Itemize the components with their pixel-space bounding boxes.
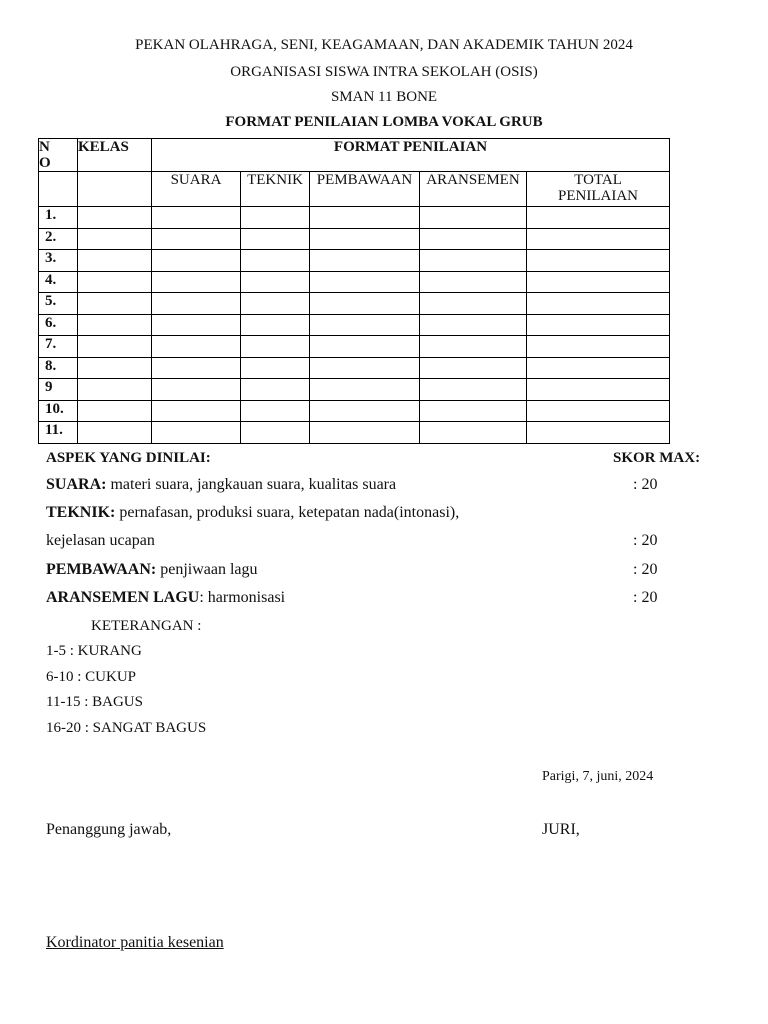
score-cell [241, 314, 310, 336]
row-number: 6. [39, 314, 78, 336]
score-cell [241, 293, 310, 315]
jury-label: JURI, [542, 821, 580, 838]
aspect-pembawaan-desc: penjiwaan lagu [156, 561, 258, 578]
score-cell [420, 293, 527, 315]
score-cell [241, 228, 310, 250]
table-row [39, 314, 670, 336]
aspect-aransemen-desc: : harmonisasi [199, 589, 286, 606]
score-cell [78, 336, 152, 358]
row-number: 1. [39, 207, 78, 229]
no-header-line2: O [39, 155, 51, 171]
score-cell [152, 400, 241, 422]
table-row [39, 228, 670, 250]
score-cell [241, 379, 310, 401]
table-row [39, 379, 670, 401]
score-cell [420, 314, 527, 336]
aspect-teknik-score: : 20 [633, 532, 658, 549]
school-name: SMAN 11 BONE [330, 89, 438, 105]
score-cell [527, 336, 670, 358]
no-header-line1: N [39, 139, 50, 155]
score-cell [152, 336, 241, 358]
score-cell [241, 422, 310, 444]
keterangan-item: 16-20 : SANGAT BAGUS [46, 720, 207, 736]
keterangan-item: 11-15 : BAGUS [46, 694, 143, 710]
organization-name: ORGANISASI SISWA INTRA SEKOLAH (OSIS) [230, 64, 538, 80]
event-title: PEKAN OLAHRAGA, SENI, KEAGAMAAN, DAN AKADEMIK TAHUN 2024 [135, 37, 633, 53]
kelas-column-header: KELAS [78, 139, 152, 172]
score-cell [310, 336, 420, 358]
keterangan-item: 1-5 : KURANG [46, 643, 142, 659]
subheader-pembawaan: PEMBAWAAN [310, 172, 420, 207]
row-number: 2. [39, 228, 78, 250]
score-cell [241, 271, 310, 293]
subheader-suara: SUARA [152, 172, 241, 207]
scoring-table [38, 138, 670, 444]
score-cell [420, 400, 527, 422]
table-row [39, 207, 670, 229]
score-cell [78, 357, 152, 379]
table-header-row [39, 139, 670, 172]
score-cell [420, 271, 527, 293]
score-cell [241, 250, 310, 272]
aspect-teknik-desc2: kejelasan ucapan [46, 532, 155, 549]
score-cell [152, 207, 241, 229]
max-score-heading: SKOR MAX: [613, 450, 701, 466]
subheader-aransemen: ARANSEMEN [420, 172, 527, 207]
keterangan-title: KETERANGAN : [91, 618, 202, 634]
table-row [39, 250, 670, 272]
table-row [39, 271, 670, 293]
row-number: 11. [39, 422, 78, 444]
no-column-header [39, 139, 78, 172]
aspect-suara-desc: materi suara, jangkauan suara, kualitas suara [106, 476, 397, 493]
aspect-suara [46, 476, 396, 494]
score-cell [310, 314, 420, 336]
aspect-suara-score: : 20 [633, 476, 658, 493]
score-cell [152, 422, 241, 444]
score-cell [78, 422, 152, 444]
score-cell [527, 293, 670, 315]
score-cell [310, 271, 420, 293]
table-row [39, 400, 670, 422]
score-cell [310, 422, 420, 444]
table-row [39, 357, 670, 379]
score-cell [527, 379, 670, 401]
responsible-label: Penanggung jawab, [46, 821, 172, 838]
score-cell [527, 357, 670, 379]
score-cell [241, 357, 310, 379]
aspect-pembawaan-score: : 20 [633, 561, 658, 578]
score-cell [78, 207, 152, 229]
row-number: 4. [39, 271, 78, 293]
score-cell [78, 314, 152, 336]
score-cell [420, 422, 527, 444]
score-cell [527, 271, 670, 293]
format-penilaian-header: FORMAT PENILAIAN [152, 139, 670, 172]
score-cell [241, 336, 310, 358]
score-cell [310, 207, 420, 229]
aspect-aransemen-label: ARANSEMEN LAGU [46, 589, 200, 606]
score-cell [527, 250, 670, 272]
score-cell [420, 207, 527, 229]
score-cell [310, 250, 420, 272]
score-cell [78, 228, 152, 250]
aspect-aransemen-score: : 20 [633, 589, 658, 606]
score-cell [420, 250, 527, 272]
subheader-total-penilaian: TOTAL PENILAIAN [527, 172, 670, 207]
aspect-teknik-label: TEKNIK: [46, 504, 116, 521]
aspect-suara-label: SUARA: [46, 476, 107, 493]
row-number: 10. [39, 400, 78, 422]
score-cell [420, 357, 527, 379]
signature-date: Parigi, 7, juni, 2024 [542, 769, 654, 784]
aspect-pembawaan [46, 561, 258, 579]
score-cell [78, 400, 152, 422]
score-cell [420, 379, 527, 401]
form-title: FORMAT PENILAIAN LOMBA VOKAL GRUB [225, 114, 543, 130]
aspect-pembawaan-label: PEMBAWAAN: [46, 561, 157, 578]
score-cell [310, 400, 420, 422]
table-row [39, 336, 670, 358]
score-cell [527, 314, 670, 336]
score-cell [420, 228, 527, 250]
score-cell [152, 379, 241, 401]
score-cell [241, 400, 310, 422]
score-cell [152, 314, 241, 336]
aspects-heading: ASPEK YANG DINILAI: [46, 450, 211, 466]
score-cell [527, 228, 670, 250]
coordinator-label: Kordinator panitia kesenian [46, 934, 224, 951]
keterangan-item: 6-10 : CUKUP [46, 669, 137, 685]
table-row [39, 422, 670, 444]
score-cell [527, 207, 670, 229]
row-number: 9 [39, 379, 78, 401]
score-cell [527, 422, 670, 444]
score-cell [310, 379, 420, 401]
score-cell [310, 293, 420, 315]
row-number: 8. [39, 357, 78, 379]
row-number: 5. [39, 293, 78, 315]
table-subheader-row [39, 172, 670, 207]
aspect-aransemen [46, 589, 285, 607]
score-cell [152, 293, 241, 315]
subheader-teknik: TEKNIK [241, 172, 310, 207]
score-cell [310, 357, 420, 379]
score-cell [152, 250, 241, 272]
subheader-empty-kelas [78, 172, 152, 207]
score-cell [78, 293, 152, 315]
score-cell [420, 336, 527, 358]
score-cell [152, 228, 241, 250]
score-cell [527, 400, 670, 422]
score-cell [241, 207, 310, 229]
row-number: 3. [39, 250, 78, 272]
score-cell [78, 379, 152, 401]
score-cell [78, 271, 152, 293]
score-cell [152, 357, 241, 379]
table-row [39, 293, 670, 315]
aspect-teknik-desc: pernafasan, produksi suara, ketepatan nada(intonasi), [115, 504, 460, 521]
row-number: 7. [39, 336, 78, 358]
subheader-empty-no [39, 172, 78, 207]
score-cell [78, 250, 152, 272]
aspect-teknik [46, 504, 459, 522]
score-cell [310, 228, 420, 250]
score-cell [152, 271, 241, 293]
